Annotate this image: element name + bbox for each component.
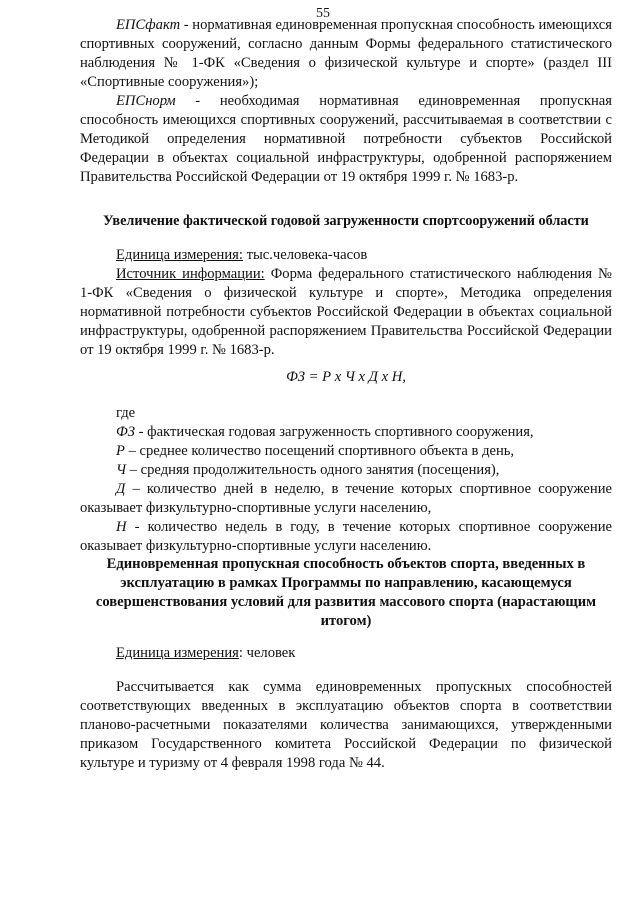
unit-value: тыс.человека-часов (242, 247, 368, 263)
unit-value: : человек (238, 645, 296, 661)
definition-symbol: Р (116, 443, 125, 459)
definition-symbol: Д (116, 481, 126, 497)
definition-item (80, 442, 612, 461)
definition-item (80, 480, 612, 518)
definition-text: - количество недель в году, в течение которых спортивное сооружение оказывает физкультурно-спортивные услуги населению. (80, 519, 612, 554)
section2-unit (80, 644, 612, 663)
unit-label: Единица измерения (116, 645, 239, 661)
paragraph-eps-fact (80, 16, 612, 92)
definition-symbol: ФЗ (116, 424, 135, 440)
definition-text: - фактическая годовая загруженность спортивного сооружения, (134, 424, 534, 440)
section1-source (80, 265, 612, 360)
definition-text: – количество дней в неделю, в течение которых спортивное сооружение оказывает физкультурно-спортивные услуги населению, (80, 481, 612, 516)
para-eps-fact-text: - нормативная единовременная пропускная способность имеющихся спортивных сооружений, согласно данным Формы федерального статистического наблюдения № 1-ФК «Сведения о физической культуре и спорте» (раздел III «Спортивные сооружения»); (80, 17, 612, 90)
formula: ФЗ = Р х Ч х Д х Н, (286, 369, 406, 385)
definition-text: – среднее количество посещений спортивного объекта в день, (124, 443, 515, 459)
page-number: 55 (316, 6, 330, 21)
section1-heading: Увеличение фактической годовой загруженности спортсооружений области (103, 213, 589, 229)
source-label: Источник информации: (116, 266, 265, 282)
where-label: где (116, 405, 136, 421)
para-eps-norm-text: - необходимая нормативная единовременная пропускная способность имеющихся спортивных сооружений, рассчитываемая в соответствии с Методикой определения нормативной потребности субъектов Российской Федерации в объектах социальной инфраструктуры, одобренной распоряжением Правительства Российской Федерации от 19 октября 1999 г. № 1683-р. (80, 93, 612, 185)
definition-text: – средняя продолжительность одного занятия (посещения), (126, 462, 500, 478)
term-eps-norm: ЕПСнорм (116, 93, 176, 109)
unit-label: Единица измерения: (116, 247, 243, 263)
definition-item (80, 423, 612, 442)
definition-item (80, 518, 612, 556)
section1-unit (80, 246, 612, 265)
paragraph-eps-norm (80, 92, 612, 187)
section2-heading: Единовременная пропускная способность объектов спорта, введенных в эксплуатацию в рамках Программы по направлению, касающемуся совершенствования условий для развития массового спорта (нарастающим итогом) (95, 556, 597, 629)
source-value: Форма федерального статистического наблюдения № 1-ФК «Сведения о физической культуре и спорте», Методика определения нормативной потребности субъектов Российской Федерации в объектах социальной инфраструктуры, одобренной распоряжением Правительства Российской Федерации от 19 октября 1999 г. № 1683-р. (80, 266, 612, 358)
definition-symbol: Н (116, 519, 127, 535)
section2-body: Рассчитывается как сумма единовременных пропускных способностей соответствующих введенных в эксплуатацию объектов спорта в соответствии планово-расчетными показателями количества занимающихся, утвержденными приказом Государственного комитета Российской Федерации по физической культуре и туризму от 4 февраля 1998 года № 44. (80, 679, 612, 771)
definition-item (80, 461, 612, 480)
definition-symbol: Ч (116, 462, 127, 478)
definitions-list (80, 423, 612, 556)
term-eps-fact: ЕПСфакт (116, 17, 181, 33)
